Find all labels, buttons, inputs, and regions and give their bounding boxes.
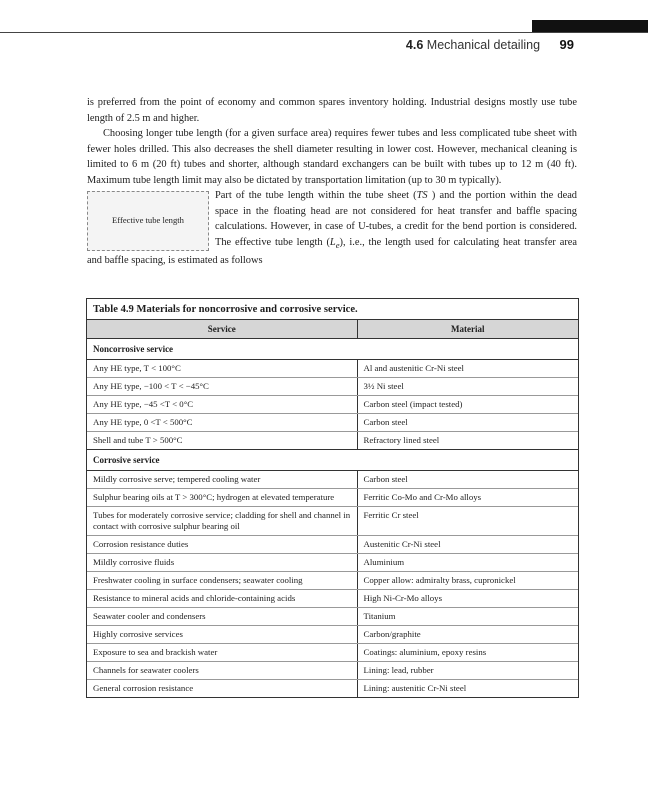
table-grid <box>87 320 578 697</box>
material-cell: Carbon steel <box>357 471 578 489</box>
service-cell: Any HE type, −45 <T < 0°C <box>87 396 357 414</box>
material-cell: Al and austenitic Cr-Ni steel <box>357 360 578 378</box>
service-cell: Mildly corrosive serve; tempered cooling water <box>87 471 357 489</box>
service-cell: Freshwater cooling in surface condensers; seawater cooling <box>87 572 357 590</box>
table-row <box>87 626 578 644</box>
figure-placeholder <box>87 191 209 251</box>
paragraph: ) and the portion within the dead space in the floating head are not considered for heat transfer and baffle spacing calculations. However, in case of U-tubes, a credit for the bend portion is considered. The effective tube length $(L_e)$, i.e., the length used for calculating heat transfer area and baffle spacing, is estimated as follows <box>87 190 578 267</box>
service-cell: Mildly corrosive fluids <box>87 554 357 572</box>
paragraph: Choosing longer tube length (for a given surface area) requires fewer tubes and less complicated tube sheet with fewer holes drilled. This also decreases the shell diameter resulting in lower cost. However, mechanical cleaning is limited to 6 m (20 ft) tubes and shorter, although standard exchangers can be built with tubes up to 12 m (40 ft). Maximum tube length limit may also be dictated by transportation limitation (up to 30 m typically). <box>87 128 577 186</box>
table-row <box>87 608 578 626</box>
table-group-row <box>87 450 578 471</box>
material-cell: Carbon/graphite <box>357 626 578 644</box>
material-cell: Austenitic Cr-Ni steel <box>357 536 578 554</box>
table-row <box>87 432 578 450</box>
material-cell: Copper allow: admiralty brass, cupronickel <box>357 572 578 590</box>
section-title: Mechanical detailing <box>426 38 541 52</box>
service-cell: Any HE type, 0 <T < 500°C <box>87 414 357 432</box>
service-cell: Resistance to mineral acids and chloride-containing acids <box>87 590 357 608</box>
service-cell: Seawater cooler and condensers <box>87 608 357 626</box>
table-row <box>87 662 578 680</box>
body-text <box>87 95 577 269</box>
material-cell: Refractory lined steel <box>357 432 578 450</box>
service-cell: Tubes for moderately corrosive service; cladding for shell and channel in contact with corrosive sulphur bearing oil <box>87 507 357 536</box>
table-header-row <box>87 320 578 339</box>
service-cell: Exposure to sea and brackish water <box>87 644 357 662</box>
service-cell: Sulphur bearing oils at T > 300°C; hydrogen at elevated temperature <box>87 489 357 507</box>
table-row <box>87 471 578 489</box>
running-head <box>406 37 574 52</box>
material-cell: Titanium <box>357 608 578 626</box>
service-cell: Any HE type, −100 < T < −45°C <box>87 378 357 396</box>
table-body <box>87 339 578 698</box>
figure-label: Effective tube length <box>112 215 184 226</box>
paragraph: is preferred from the point of economy and common spares inventory holding. Industrial designs mostly use tube length of 2.5 m and higher. <box>87 97 577 124</box>
table-row <box>87 507 578 536</box>
table-row <box>87 572 578 590</box>
table-caption: Table 4.9 Materials for noncorrosive and corrosive service. <box>87 299 578 320</box>
table-row <box>87 378 578 396</box>
service-cell: Highly corrosive services <box>87 626 357 644</box>
table-row <box>87 396 578 414</box>
table-row <box>87 360 578 378</box>
page-number: 99 <box>559 37 574 52</box>
table-row <box>87 414 578 432</box>
material-cell: Ferritic Co-Mo and Cr-Mo alloys <box>357 489 578 507</box>
service-cell: General corrosion resistance <box>87 680 357 698</box>
table-row <box>87 644 578 662</box>
service-cell: Shell and tube T > 500°C <box>87 432 357 450</box>
table-row <box>87 536 578 554</box>
column-header: Material <box>357 320 578 339</box>
material-cell: Carbon steel <box>357 414 578 432</box>
material-cell: Coatings: aluminium, epoxy resins <box>357 644 578 662</box>
service-cell: Channels for seawater coolers <box>87 662 357 680</box>
table-row <box>87 680 578 698</box>
material-cell: 3½ Ni steel <box>357 378 578 396</box>
material-cell: Lining: austenitic Cr-Ni steel <box>363 683 467 693</box>
table-row <box>87 554 578 572</box>
header-rule <box>0 32 648 33</box>
material-cell: Lining: lead, rubber <box>357 662 578 680</box>
service-cell: Any HE type, T < 100°C <box>87 360 357 378</box>
material-cell: Ferritic Cr steel <box>357 507 578 536</box>
service-cell: Corrosion resistance duties <box>87 536 357 554</box>
paragraph: Part of the tube length within the tube sheet (TS <box>215 190 428 201</box>
group-title: Corrosive service <box>87 450 578 471</box>
table-group-row <box>87 339 578 360</box>
table-row <box>87 590 578 608</box>
material-cell: Aluminium <box>357 554 578 572</box>
material-cell: Carbon steel (impact tested) <box>357 396 578 414</box>
column-header: Service <box>87 320 357 339</box>
material-cell: High Ni-Cr-Mo alloys <box>357 590 578 608</box>
table-row <box>87 489 578 507</box>
section-number: 4.6 <box>405 38 424 52</box>
group-title: Noncorrosive service <box>87 339 578 360</box>
materials-table <box>86 298 579 698</box>
